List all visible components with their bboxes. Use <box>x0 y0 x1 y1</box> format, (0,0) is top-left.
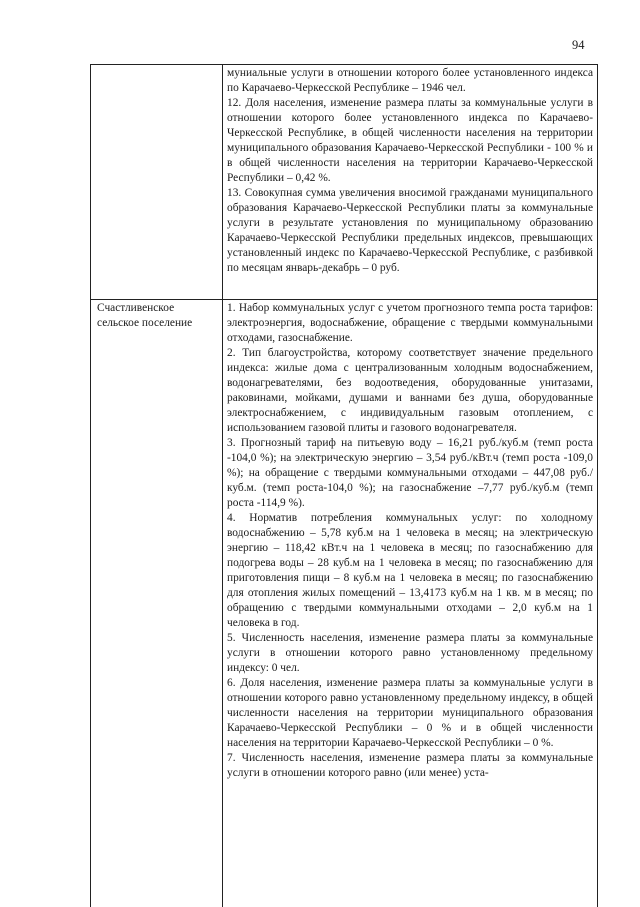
page-number: 94 <box>572 38 585 52</box>
row-2-item: 2. Тип благоустройства, которому соответствует значение предельного индекса: жилые дома с централизованным холодным водоснабжением, водонагревателями, без водоотведения, оборудованные унитазами, раковинами, мойками, душами и ваннами без душа, оборудованные электроснабжением, с индивидуальным газовым отоплением, с использованием газовой плиты и газового водонагревателя. <box>227 347 593 434</box>
municipality-name: Счастливенское сельское поселение <box>97 302 193 329</box>
row-2-item: 4. Норматив потребления коммунальных услуг: по холодному водоснабжению – 5,78 куб.м на 1 человека в месяц; на электрическую энергию – 118,42 кВт.ч на 1 человека в месяц; по газоснабжению для подогрева воды – 28 куб.м на 1 человека в месяц; по газоснабжению для приготовления пищи – 8 куб.м на 1 человека в месяц; по газоснабжению для отопления жилых помещений – 13,4173 куб.м на 1 кв. м в месяц; по обращению с твердыми коммунальными отходами – 2,0 куб.м на 1 человека в год. <box>227 512 593 629</box>
row-1-item: 12. Доля населения, изменение размера платы за коммунальные услуги в отношении которого более установленного индекса по Карачаево-Черкесской Республике, в общей численности населения на территории муниципального образования Карачаево-Черкесской Республики - 100 % и в общей численности населения на территории Карачаево-Черкесской Республики – 0,42 %. <box>227 97 593 184</box>
row-2-item: 5. Численность населения, изменение размера платы за коммунальные услуги в отношении которого равно установленному предельному индексу: 0 чел. <box>227 632 593 674</box>
row-1-item: 13. Совокупная сумма увеличения вносимой гражданами муниципального образования Карачаево-Черкесской Республики платы за коммунальные услуги в результате установления по муниципальному образованию Карачаево-Черкесской Республики предельных индексов, превышающих установленный индекс по Карачаево-Черкесской Республике, с разбивкой по месяцам январь-декабрь – 0 руб. <box>227 187 593 274</box>
row-2-item: 7. Численность населения, изменение размера платы за коммунальные услуги в отношении которого равно (или менее) уста- <box>227 752 593 779</box>
municipality-table <box>90 64 598 907</box>
row-divider <box>91 299 597 300</box>
row-2-item: 3. Прогнозный тариф на питьевую воду – 16,21 руб./куб.м (темп роста -104,0 %); на электрическую энергию – 3,54 руб./кВт.ч (темп роста -109,0 %); на обращение с твердыми коммунальными отходами – 447,08 руб./куб.м. (темп роста-104,0 %); на газоснабжение –7,77 руб./куб.м (темп роста -114,9 %). <box>227 437 593 509</box>
row-1-item: муниальные услуги в отношении которого более установленного индекса по Карачаево-Черкесской Республике – 1946 чел. <box>227 67 593 94</box>
row-2-description <box>227 301 593 781</box>
row-1-description <box>227 66 593 276</box>
row-2-item: 6. Доля населения, изменение размера платы за коммунальные услуги в отношении которого равно установленному предельному индексу, в общей численности населения на территории муниципального образования Карачаево-Черкесской Республики – 0 % и в общей численности населения на территории Карачаево-Черкесской Республики – 0 %. <box>227 677 593 749</box>
column-divider <box>222 65 223 907</box>
row-2-item: 1. Набор коммунальных услуг с учетом прогнозного темпа роста тарифов: электроэнергия, водоснабжение, обращение с твердыми коммунальными отходами, газоснабжение. <box>227 302 593 344</box>
